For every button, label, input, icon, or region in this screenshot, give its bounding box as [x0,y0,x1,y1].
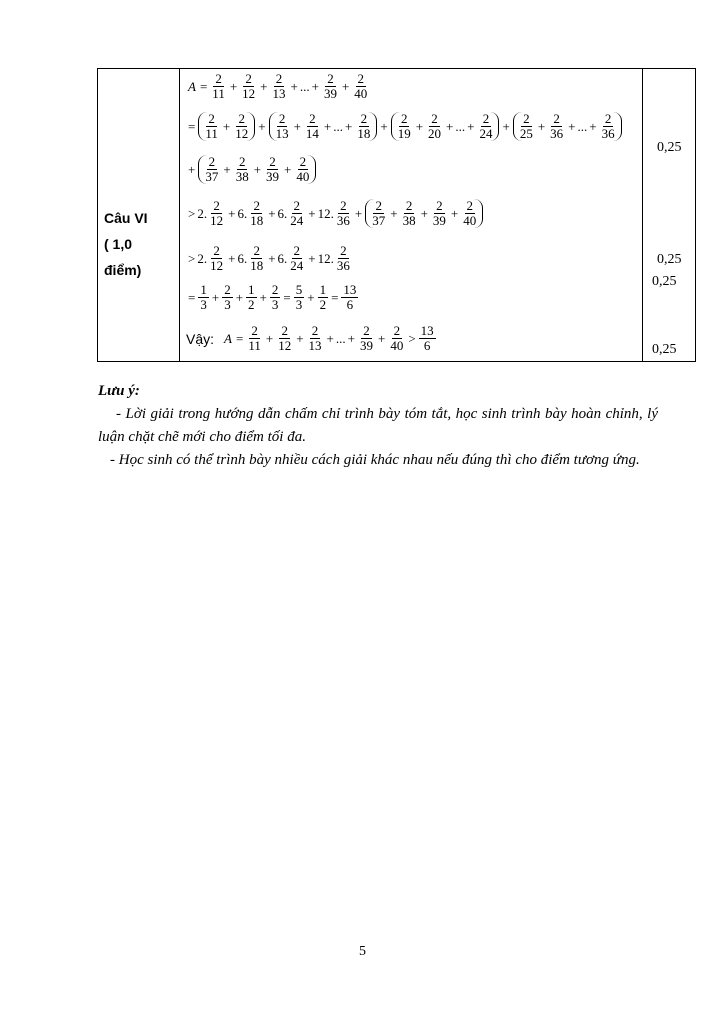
score-cell [643,69,696,362]
page-number: 5 [359,944,366,959]
question-label [104,205,148,283]
note-2: - Học sinh có thể trình bày nhiều cách giải khác nhau nếu đúng thì cho điểm tương ứng. [110,452,640,468]
notes-section [98,380,658,472]
solution-line-2: = $\frac{2}{11}$ + $\frac{2}{12}$ + $\frac{2}{13}$ + $\frac{2}{14}$ + ... + $\frac{2}{18}$ + $\frac{2}{19}$ + $\frac{2}{20}$ + ... + $\frac{2}{24}$ + $\frac{2}{25}$ + $\frac{2}{36}$ + ... + $\frac{2}{36}$ [186,112,623,141]
score-4: 0,25 [652,342,677,357]
solution-line-4: > 2 . $\frac{2}{12}$ + 6 . $\frac{2}{18}$ + 6 . $\frac{2}{24}$ + 12 . $\frac{2}{36}$ + $\frac{2}{37}$ + $\frac{2}{38}$ + $\frac{2}{39}$ + $\frac{2}{40}$ [186,199,484,228]
score-2: 0,25 [657,252,682,267]
solution-conclusion: Vậy: A = $\frac{2}{11}$ + $\frac{2}{12}$ + $\frac{2}{13}$ + ... + $\frac{2}{39}$ + $\frac{2}{40}$ > $\frac{13}{6}$ [186,323,434,353]
solution-line-1: A = $\frac{2}{11}$ + $\frac{2}{12}$ + $\frac{2}{13}$ + ... + $\frac{2}{39}$ + $\frac{2}{40}$ [188,71,368,101]
score-1: 0,25 [657,140,682,155]
note-1: - Lời giải trong hướng dẫn chấm chỉ trình bày tóm tắt, học sinh trình bày hoàn chỉnh, lý luận chặt chẽ mới cho điểm tối đa. [98,406,658,445]
solution-line-3: + $\frac{2}{37}$ + $\frac{2}{38}$ + $\frac{2}{39}$ + $\frac{2}{40}$ [186,155,317,184]
score-3: 0,25 [652,274,677,289]
question-number: Câu VI [104,210,148,226]
solution-line-5: > 2 . $\frac{2}{12}$ + 6 . $\frac{2}{18}$ + 6 . $\frac{2}{24}$ + 12 . $\frac{2}{36}$ [188,243,350,273]
notes-title: Lưu ý: [98,383,140,399]
solution-line-6: = $\frac{1}{3}$ + $\frac{2}{3}$ + $\frac{1}{2}$ + $\frac{2}{3}$ = $\frac{5}{3}$ + $\frac{1}{2}$ = $\frac{13}{6}$ [188,282,357,312]
question-points-unit: điểm) [104,262,142,278]
question-points: ( 1,0 [104,236,133,252]
